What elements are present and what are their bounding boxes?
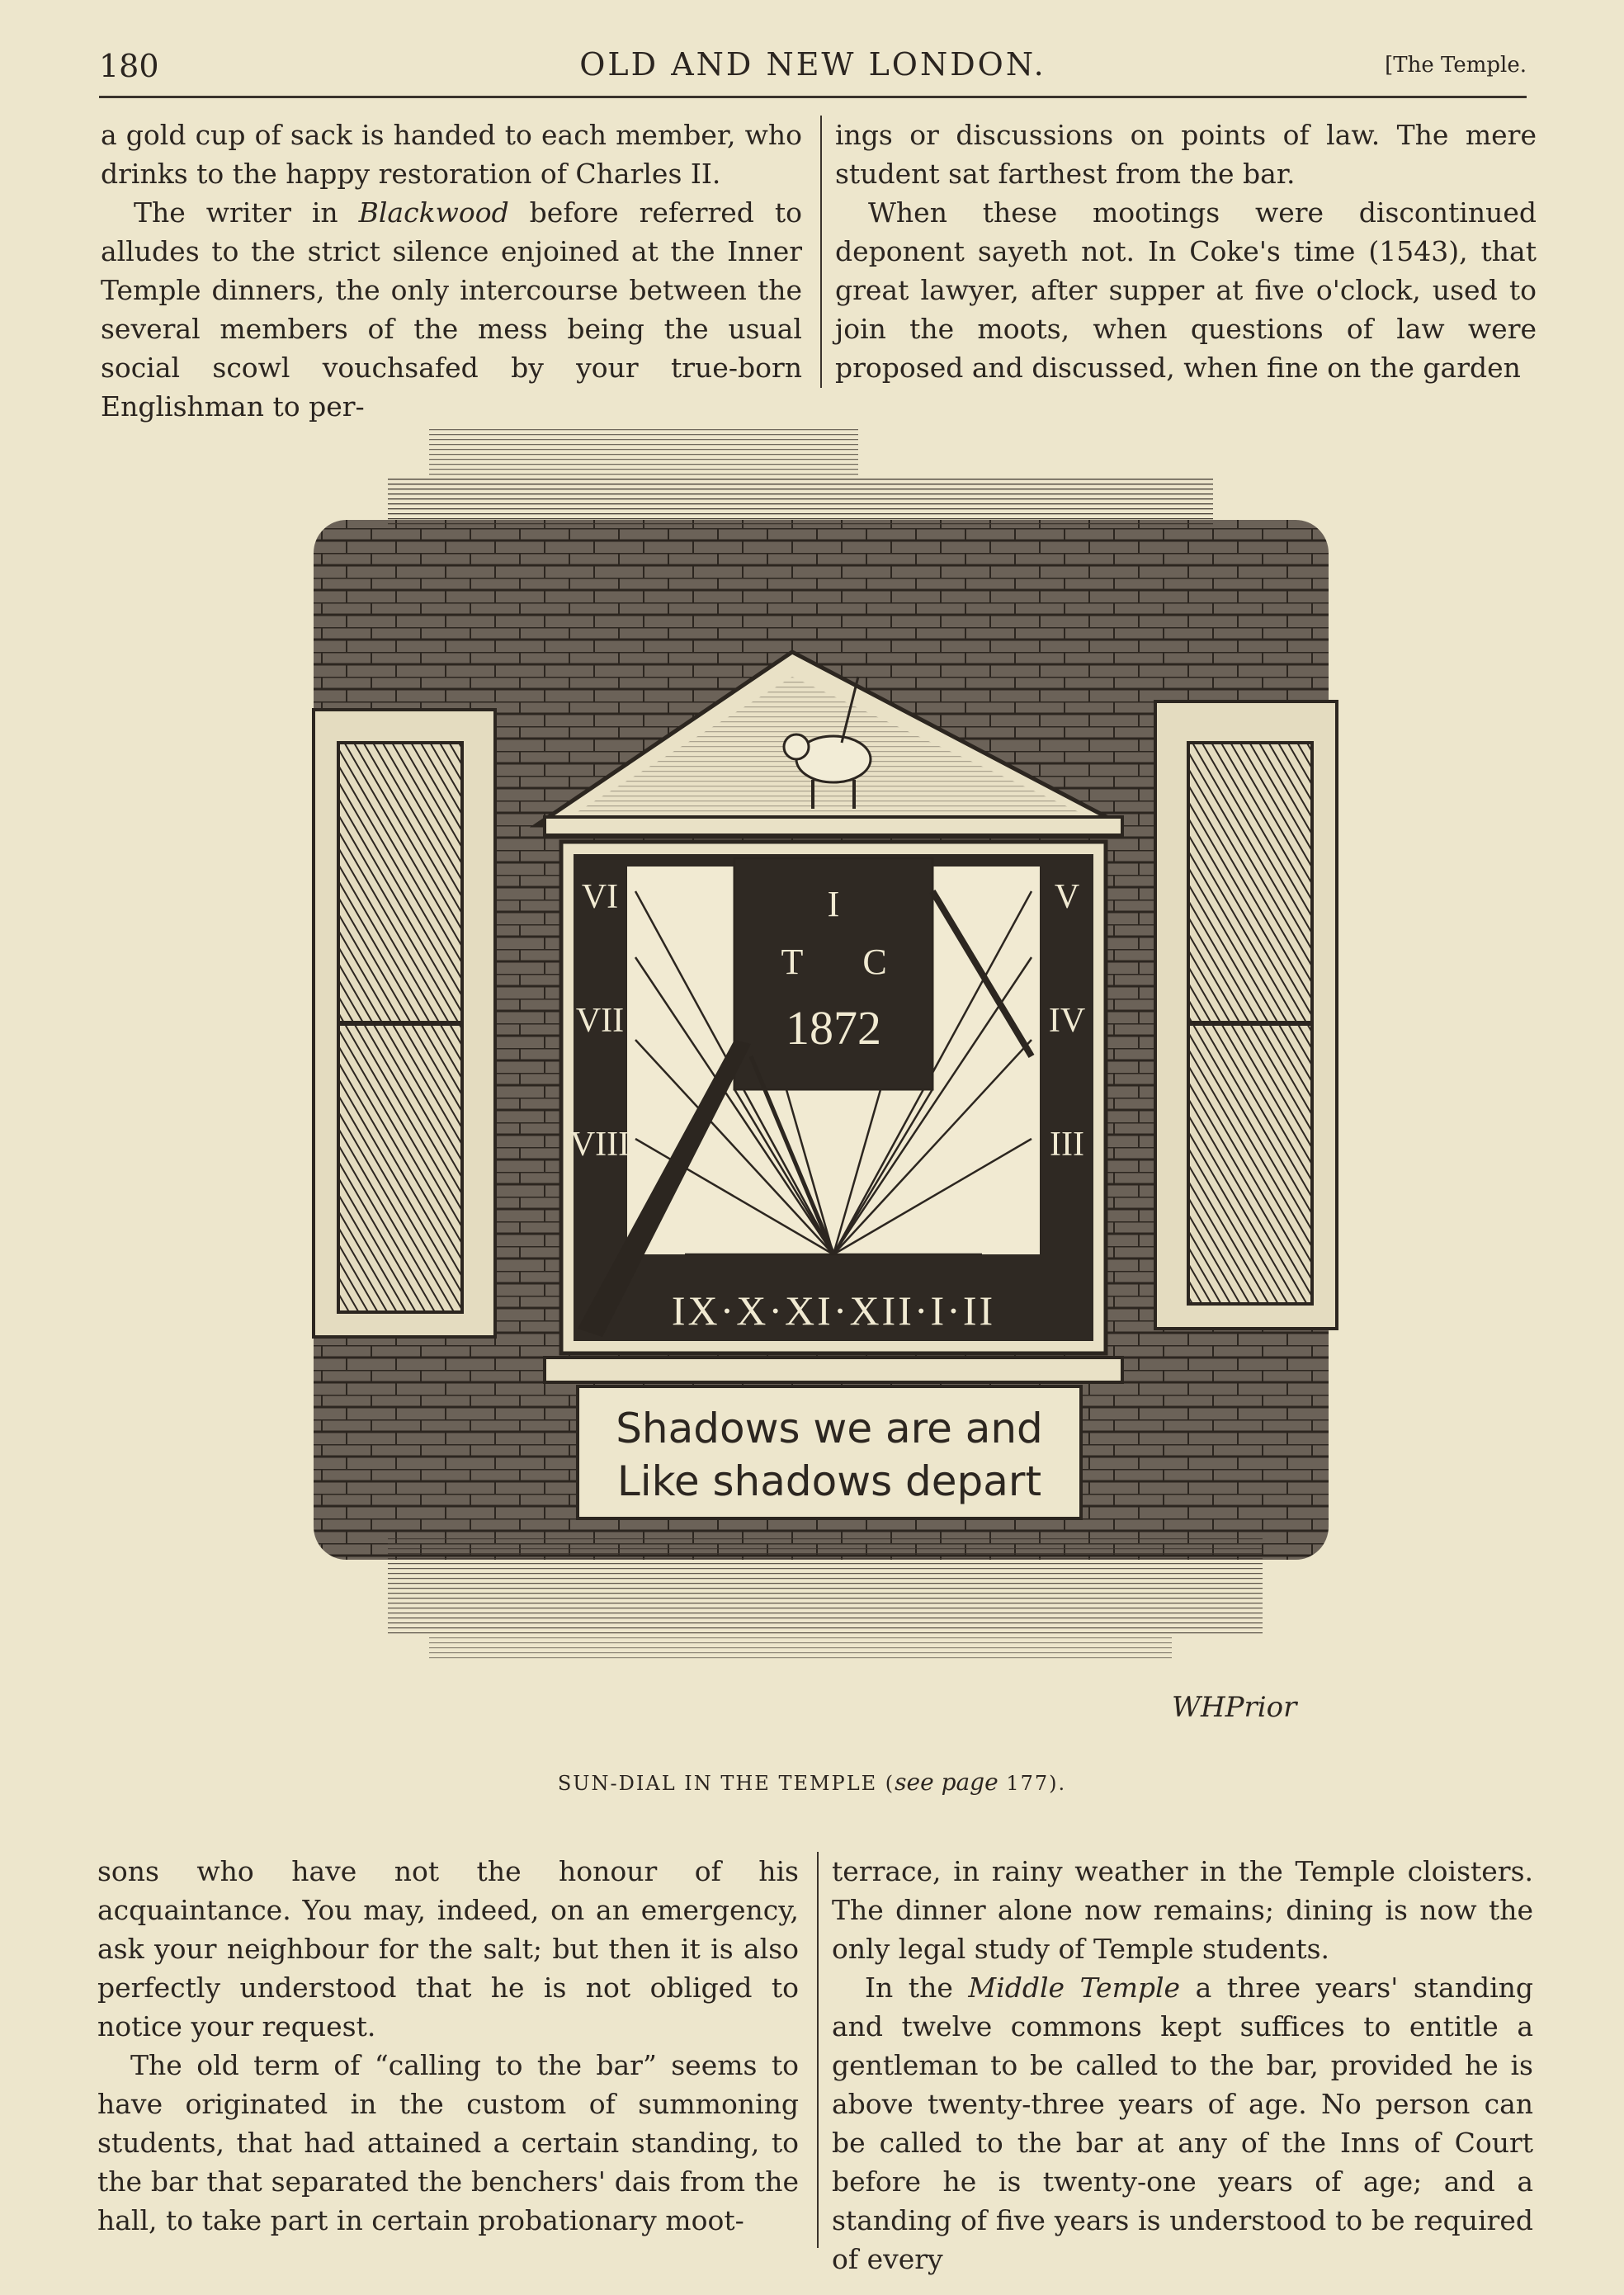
bottom-left-column [97, 1852, 799, 2240]
numerals-bottom: IX·X·XI·XII·I·II [671, 1287, 996, 1334]
left-window [314, 710, 495, 1337]
dial-year: 1872 [786, 1001, 881, 1055]
paragraph: The writer in Blackwood before referred to alludes to the strict silence enjoined at the Inner Temple dinners, the only intercourse between the several members of the mess being the usual social scowl vouchsafed by your true-born Englishman to per- [101, 196, 802, 423]
motto-line-1: Shadows we are and [616, 1405, 1043, 1452]
numeral-left: VI [581, 878, 619, 916]
paragraph: ings or discussions on points of law. The mere student sat farthest from the bar. [835, 119, 1537, 190]
column-divider [820, 116, 822, 388]
dial-initial-right: C [862, 942, 887, 982]
header-rule [99, 96, 1527, 98]
figure-caption: SUN-DIAL IN THE TEMPLE (see page 177). [557, 1768, 1067, 1796]
engraver-signature: WHPrior [1172, 1691, 1297, 1724]
paragraph: a gold cup of sack is handed to each member, who drinks to the happy restoration of Charles II. [101, 119, 802, 190]
numeral-right: V [1054, 878, 1080, 916]
right-window [1155, 701, 1337, 1329]
numeral-right: III [1050, 1126, 1084, 1164]
paragraph: sons who have not the honour of his acquaintance. You may, indeed, on an emergency, ask your neighbour for the salt; but then it is also perfectly understood that he is not obliged to notice your request. [97, 1855, 799, 2042]
section-label: [The Temple. [1385, 53, 1527, 78]
column-divider [817, 1852, 819, 2248]
page-number: 180 [99, 48, 159, 84]
running-title: OLD AND NEW LONDON. [579, 46, 1046, 83]
sundial-illustration [305, 429, 1345, 1741]
motto-plaque [545, 1358, 1122, 1518]
dial-initial-top: I [827, 884, 840, 924]
numeral-left: VII [575, 1002, 625, 1040]
paragraph: The old term of “calling to the bar” seems to have originated in the custom of summoning students, that had attained a certain standing, to the bar that separated the benchers' dais from the hall, to take part in certain probationary moot- [97, 2049, 799, 2236]
numeral-right: IV [1048, 1002, 1086, 1040]
paragraph: In the Middle Temple a three years' standing and twelve commons kept suffices to entitle a gentleman to be called to the bar, provided he is above twenty-three years of age. No person can be called to the bar at any of the Inns of Court before he is twenty-one years of age; and a standing of five years is understood to be required of every [832, 1972, 1534, 2275]
paragraph: terrace, in rainy weather in the Temple cloisters. The dinner alone now remains; dining is now the only legal study of Temple students. [832, 1855, 1533, 1965]
motto-line-2: Like shadows depart [616, 1457, 1042, 1505]
top-right-column [835, 116, 1537, 387]
page-header [99, 41, 1527, 99]
top-left-column [101, 116, 802, 426]
numeral-left: VIII [569, 1126, 630, 1164]
paragraph: When these mootings were discontinued deponent sayeth not. In Coke's time (1543), that great lawyer, after supper at five o'clock, used to join the moots, when questions of law were proposed and discussed, when fine on the garden [835, 196, 1537, 384]
bottom-right-column [832, 1852, 1533, 2278]
dial-initial-left: T [781, 942, 804, 982]
